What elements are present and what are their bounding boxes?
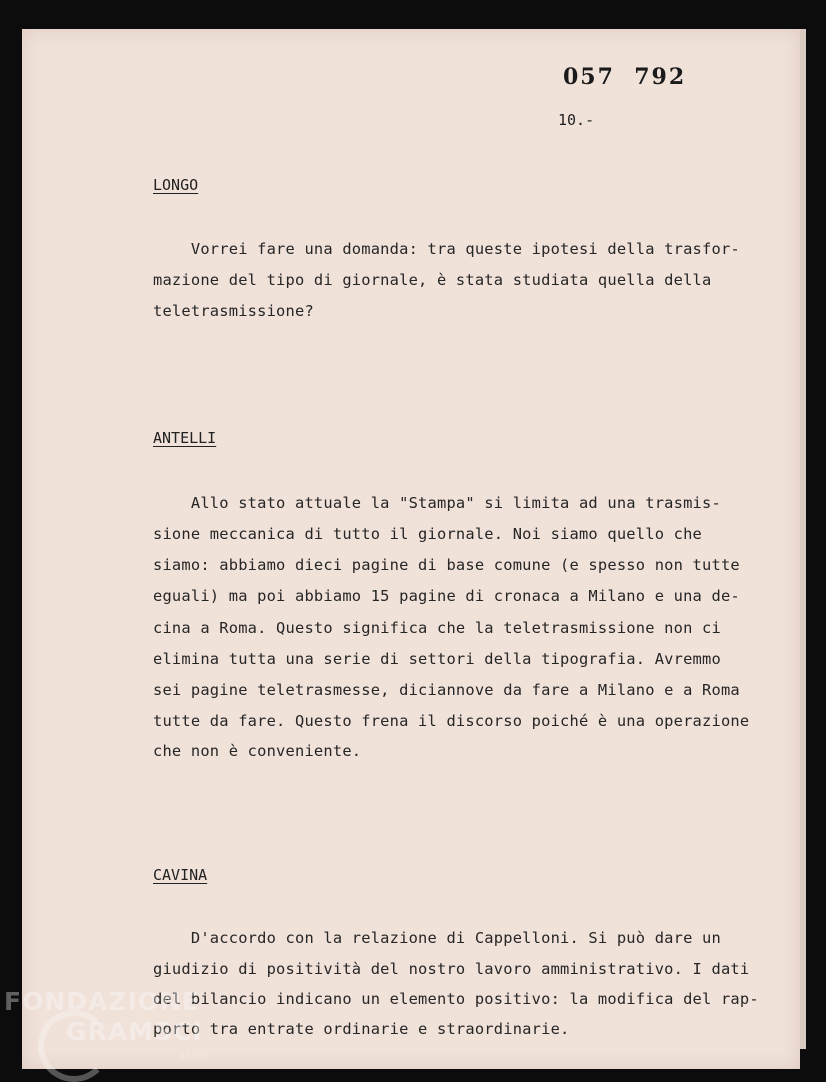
speaker-antelli: ANTELLI xyxy=(153,429,217,447)
text-line: Vorrei fare una domanda: tra queste ipotesi della trasfor- xyxy=(153,240,740,258)
speaker-cavina: CAVINA xyxy=(153,866,208,884)
text-line: eguali) ma poi abbiamo 15 pagine di cronaca a Milano e una de- xyxy=(153,587,740,605)
speaker-longo: LONGO xyxy=(153,176,199,194)
text-line: siamo: abbiamo dieci pagine di base comune (e spesso non tutte xyxy=(153,556,740,574)
text-line: D'accordo con la relazione di Cappelloni. Si può dare un xyxy=(153,929,721,947)
text-line: sione meccanica di tutto il giornale. Noi siamo quello che xyxy=(153,525,703,543)
text-line: mazione del tipo di giornale, è stata studiata quella della xyxy=(153,271,712,289)
text-line: del bilancio indicano un elemento positivo: la modifica del rap- xyxy=(153,990,759,1008)
text-line: elimina tutta una serie di settori della tipografia. Avremmo xyxy=(153,650,721,668)
text-line: tutte da fare. Questo frena il discorso poiché è una operazione xyxy=(153,712,750,730)
text-line: sei pagine teletrasmesse, diciannove da fare a Milano e a Roma xyxy=(153,681,740,699)
watermark-line2: GRAMSCI xyxy=(66,1017,203,1046)
document-page xyxy=(22,29,800,1069)
text-line: teletrasmissione? xyxy=(153,302,314,320)
text-line: giudizio di positività del nostro lavoro amministrativo. I dati xyxy=(153,960,750,978)
text-line: cina a Roma. Questo significa che la teletrasmissione non ci xyxy=(153,619,721,637)
page-number: 10.- xyxy=(558,111,595,129)
watermark-line1: FONDAZIONE xyxy=(4,987,201,1016)
watermark xyxy=(4,987,209,1061)
text-line: Allo stato attuale la "Stampa" si limita ad una trasmis- xyxy=(153,494,721,512)
watermark-line3: onlus xyxy=(179,1051,209,1061)
text-line: porto tra entrate ordinarie e straordinarie. xyxy=(153,1020,570,1038)
page-edge xyxy=(800,29,806,1049)
text-line: che non è conveniente. xyxy=(153,742,362,760)
archive-number: 057 792 xyxy=(563,64,687,90)
